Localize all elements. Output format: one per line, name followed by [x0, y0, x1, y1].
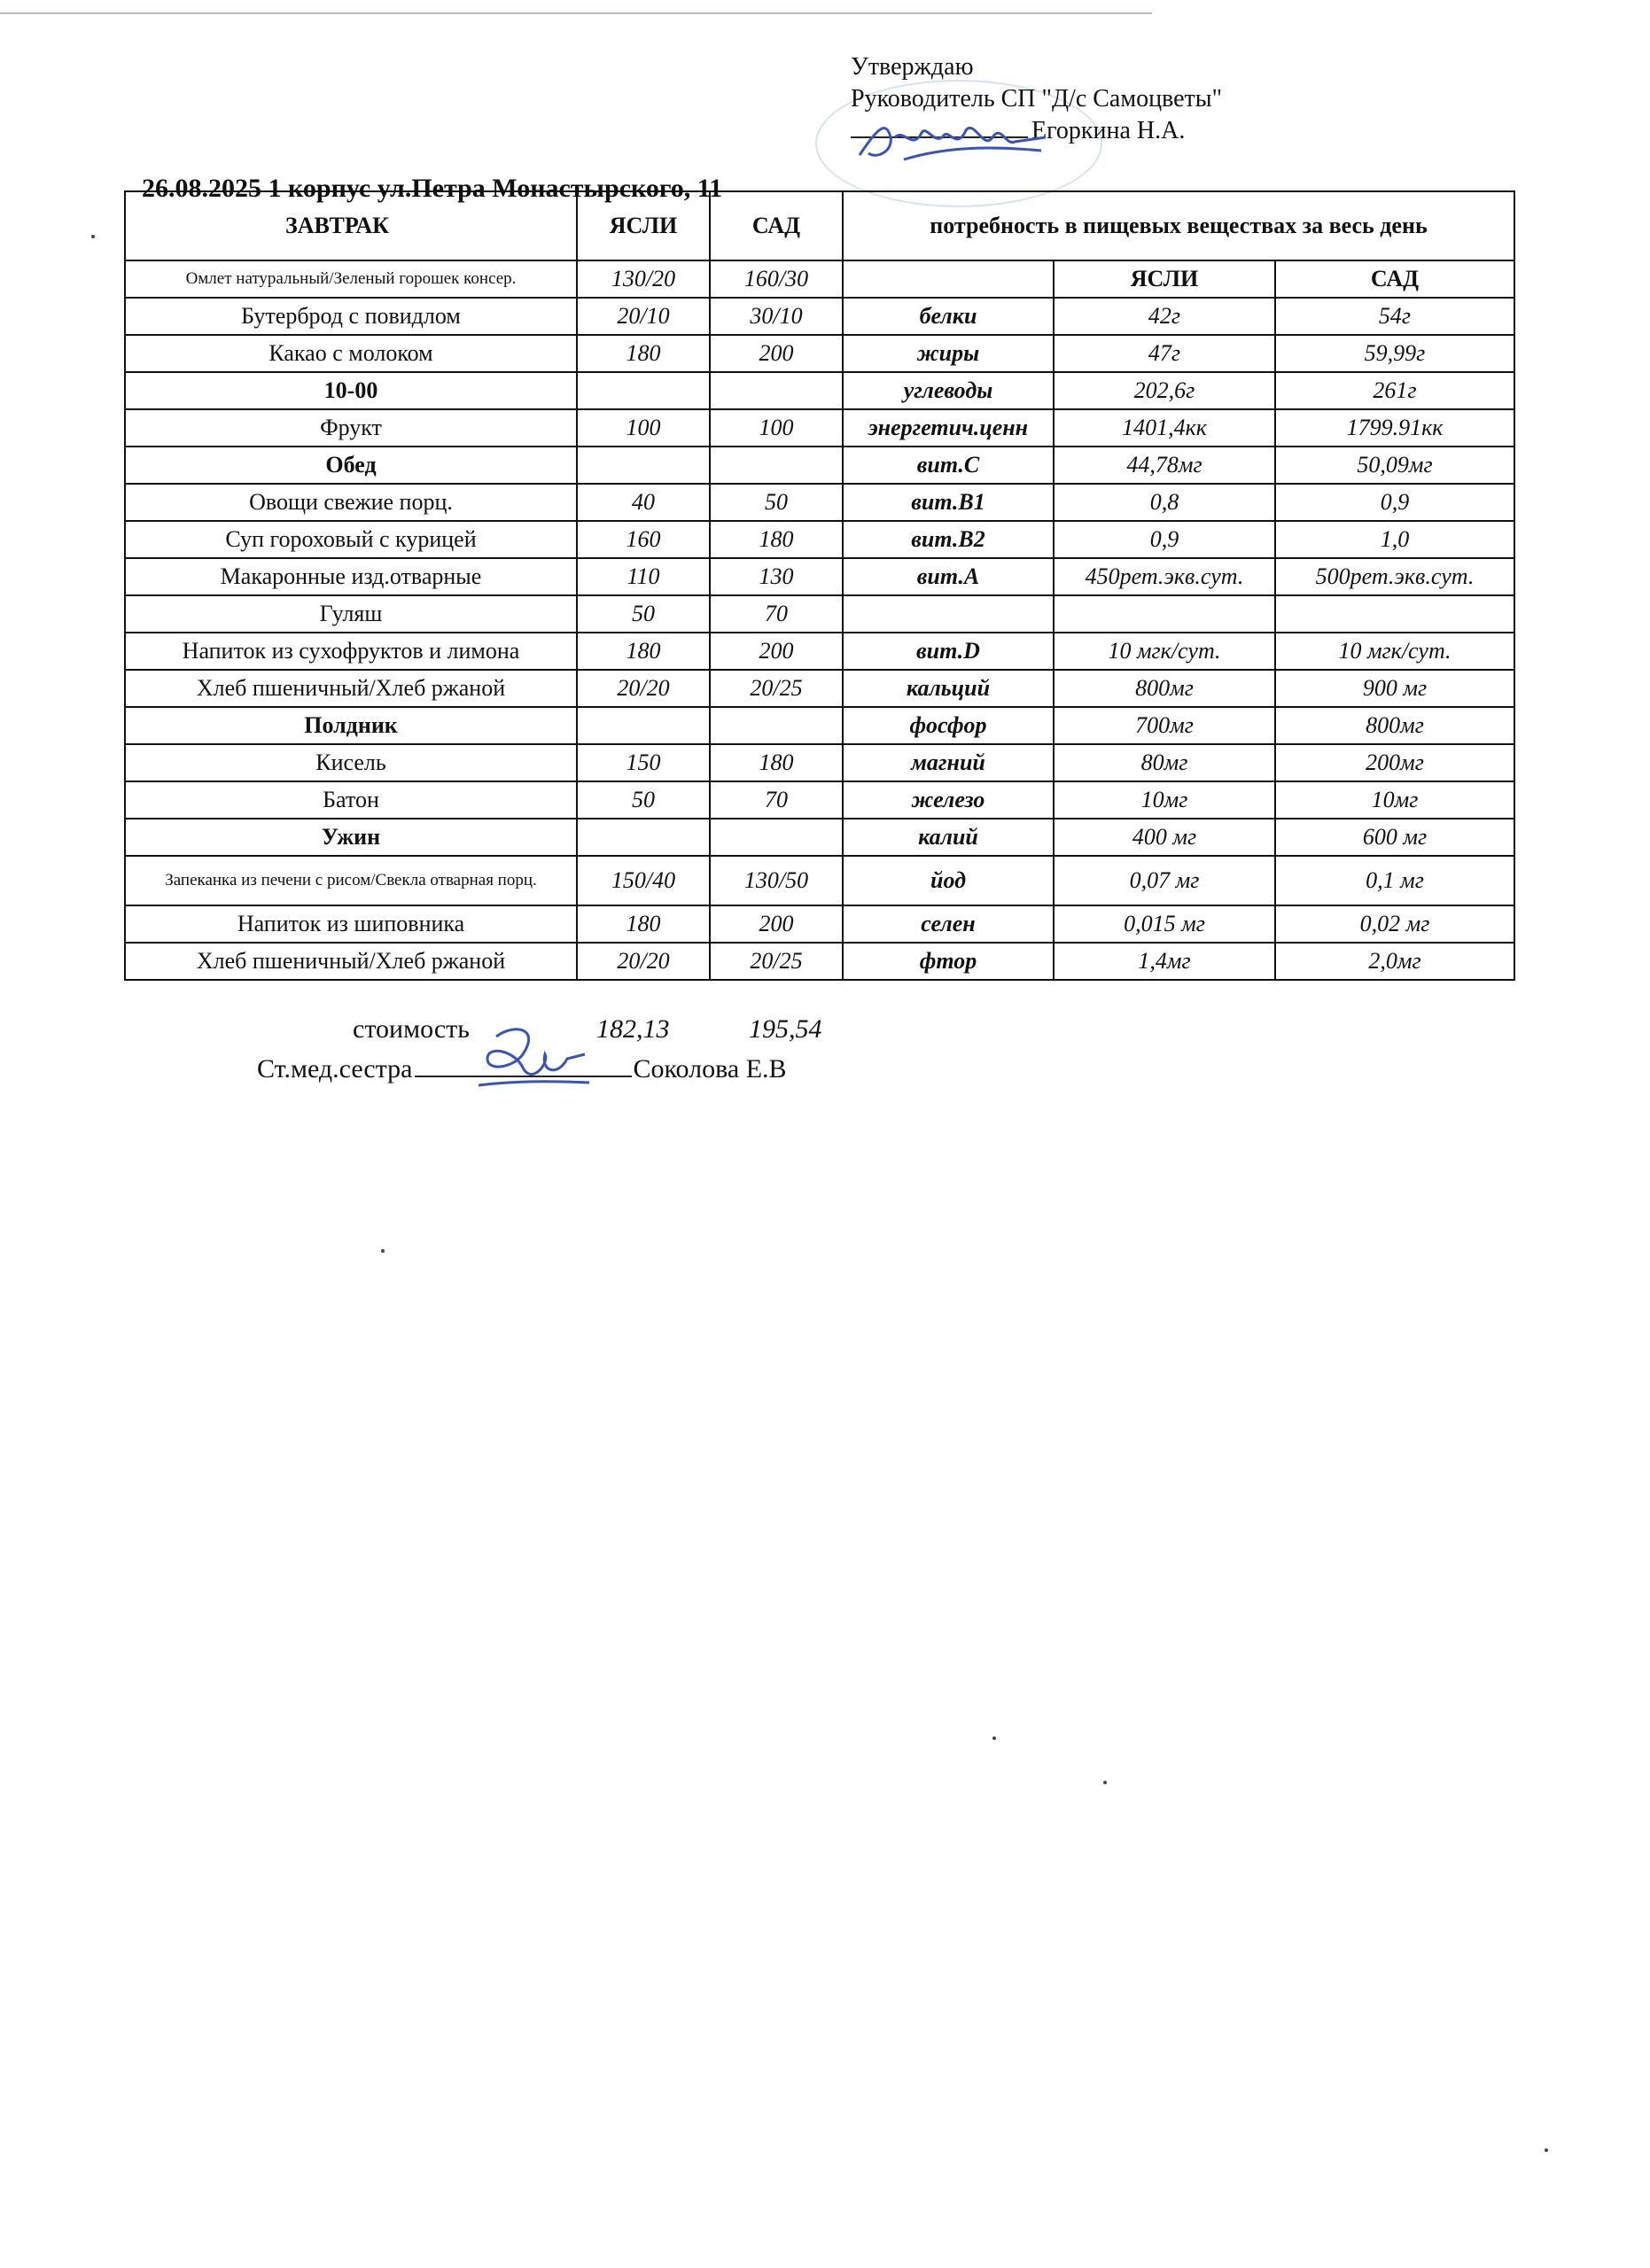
sad-portion-cell: 200 — [710, 633, 843, 670]
nutrient-sad-cell: 10мг — [1275, 781, 1514, 819]
nutrient-sad-cell: 0,1 мг — [1275, 856, 1514, 905]
sad-portion-cell — [710, 447, 843, 484]
nutrient-yasli-cell: 42г — [1054, 298, 1275, 335]
yasli-portion-cell: 20/20 — [577, 943, 710, 980]
nutrient-sad-cell: 2,0мг — [1275, 943, 1514, 980]
menu-table — [124, 190, 1515, 981]
nutrient-name-cell: фтор — [843, 943, 1054, 980]
sad-portion-cell — [710, 372, 843, 409]
menu-table-body — [125, 260, 1514, 980]
dish-cell: Хлеб пшеничный/Хлеб ржаной — [125, 670, 577, 707]
nutrient-sad-cell: 1,0 — [1275, 521, 1514, 558]
nutrient-name-cell: вит.А — [843, 558, 1054, 595]
sad-portion-cell: 180 — [710, 521, 843, 558]
nutrient-name-cell — [843, 595, 1054, 633]
nutrient-name-cell: вит.С — [843, 447, 1054, 484]
yasli-portion-cell: 180 — [577, 633, 710, 670]
dish-cell: Фрукт — [125, 409, 577, 447]
nutrient-sad-cell: 50,09мг — [1275, 447, 1514, 484]
cost-row — [353, 1014, 822, 1045]
scan-edge-line — [0, 12, 1152, 14]
dish-cell: Запеканка из печени с рисом/Свекла отварная порц. — [125, 856, 577, 905]
table-row — [125, 298, 1514, 335]
dish-cell: Обед — [125, 447, 577, 484]
table-row — [125, 819, 1514, 856]
table-row — [125, 781, 1514, 819]
table-header-row — [125, 191, 1514, 260]
dish-cell: Полдник — [125, 707, 577, 744]
nutrient-yasli-cell: 0,8 — [1054, 484, 1275, 521]
sad-portion-cell: 100 — [710, 409, 843, 447]
nurse-title: Ст.мед.сестра — [257, 1054, 413, 1084]
nutrient-sad-cell — [1275, 595, 1514, 633]
nutrient-yasli-cell: 10мг — [1054, 781, 1275, 819]
nutrient-yasli-cell: 0,07 мг — [1054, 856, 1275, 905]
sad-portion-cell: 30/10 — [710, 298, 843, 335]
sad-portion-cell: 20/25 — [710, 943, 843, 980]
yasli-portion-cell — [577, 819, 710, 856]
scan-speck — [1103, 1781, 1107, 1784]
table-row — [125, 744, 1514, 781]
nutrient-yasli-cell: 44,78мг — [1054, 447, 1275, 484]
table-row — [125, 670, 1514, 707]
sad-portion-cell: 200 — [710, 905, 843, 943]
nutrient-sad-cell: 800мг — [1275, 707, 1514, 744]
table-row — [125, 558, 1514, 595]
yasli-portion-cell: 130/20 — [577, 260, 710, 298]
dish-cell: Овощи свежие порц. — [125, 484, 577, 521]
sad-portion-cell: 180 — [710, 744, 843, 781]
nutrient-name-cell: фосфор — [843, 707, 1054, 744]
yasli-portion-cell — [577, 372, 710, 409]
needs-empty-cell — [843, 260, 1054, 298]
yasli-portion-cell — [577, 707, 710, 744]
nutrient-yasli-cell: 80мг — [1054, 744, 1275, 781]
sad-portion-cell: 160/30 — [710, 260, 843, 298]
nutrient-sad-cell: 59,99г — [1275, 335, 1514, 372]
table-row — [125, 335, 1514, 372]
sad-portion-cell: 130/50 — [710, 856, 843, 905]
approval-name: Егоркина Н.А. — [1031, 117, 1186, 144]
nutrient-name-cell: селен — [843, 905, 1054, 943]
scan-speck — [1545, 2148, 1548, 2152]
nutrient-yasli-cell: 47г — [1054, 335, 1275, 372]
dish-cell: Кисель — [125, 744, 577, 781]
nutrient-yasli-cell: 1401,4кк — [1054, 409, 1275, 447]
approval-position: Руководитель СП "Д/с Самоцветы" — [851, 85, 1223, 113]
table-row — [125, 447, 1514, 484]
nutrient-yasli-cell: 0,015 мг — [1054, 905, 1275, 943]
table-row — [125, 856, 1514, 905]
nutrient-sad-cell: 1799.91кк — [1275, 409, 1514, 447]
needs-sad-header: САД — [1275, 260, 1514, 298]
nutrient-name-cell: железо — [843, 781, 1054, 819]
sad-portion-cell — [710, 707, 843, 744]
dish-cell: Напиток из сухофруктов и лимона — [125, 633, 577, 670]
cost-yasli: 182,13 — [596, 1014, 670, 1044]
dish-cell: Суп гороховый с курицей — [125, 521, 577, 558]
header-sad: САД — [710, 191, 843, 260]
nutrient-yasli-cell — [1054, 595, 1275, 633]
nutrient-name-cell: вит.В2 — [843, 521, 1054, 558]
yasli-portion-cell: 110 — [577, 558, 710, 595]
sad-portion-cell: 20/25 — [710, 670, 843, 707]
scan-speck — [992, 1736, 996, 1740]
dish-cell: Омлет натуральный/Зеленый горошек консер. — [125, 260, 577, 298]
header-yasli: ЯСЛИ — [577, 191, 710, 260]
scan-speck — [91, 235, 95, 238]
nutrient-yasli-cell: 450рет.экв.сут. — [1054, 558, 1275, 595]
yasli-portion-cell: 20/20 — [577, 670, 710, 707]
sad-portion-cell — [710, 819, 843, 856]
nutrient-yasli-cell: 700мг — [1054, 707, 1275, 744]
nutrient-yasli-cell: 800мг — [1054, 670, 1275, 707]
yasli-portion-cell: 150/40 — [577, 856, 710, 905]
nutrient-sad-cell: 600 мг — [1275, 819, 1514, 856]
nutrient-name-cell: вит.В1 — [843, 484, 1054, 521]
sad-portion-cell: 70 — [710, 595, 843, 633]
yasli-portion-cell: 20/10 — [577, 298, 710, 335]
header-meal: ЗАВТРАК — [125, 191, 577, 260]
yasli-portion-cell: 180 — [577, 335, 710, 372]
dish-cell: 10-00 — [125, 372, 577, 409]
sad-portion-cell: 200 — [710, 335, 843, 372]
dish-cell: Напиток из шиповника — [125, 905, 577, 943]
yasli-portion-cell: 50 — [577, 781, 710, 819]
director-signature — [851, 111, 1055, 173]
nutrient-name-cell: йод — [843, 856, 1054, 905]
nutrient-name-cell: энергетич.ценн — [843, 409, 1054, 447]
nutrient-sad-cell: 500рет.экв.сут. — [1275, 558, 1514, 595]
cost-sad: 195,54 — [749, 1014, 822, 1044]
dish-cell: Макаронные изд.отварные — [125, 558, 577, 595]
yasli-portion-cell — [577, 447, 710, 484]
table-row — [125, 905, 1514, 943]
yasli-portion-cell: 50 — [577, 595, 710, 633]
nutrient-name-cell: углеводы — [843, 372, 1054, 409]
approval-title: Утверждаю — [851, 53, 974, 81]
table-row — [125, 521, 1514, 558]
yasli-portion-cell: 180 — [577, 905, 710, 943]
sad-portion-cell: 70 — [710, 781, 843, 819]
dish-cell: Бутерброд с повидлом — [125, 298, 577, 335]
nutrient-sad-cell: 900 мг — [1275, 670, 1514, 707]
nutrient-sad-cell: 54г — [1275, 298, 1514, 335]
table-row — [125, 707, 1514, 744]
nutrient-yasli-cell: 400 мг — [1054, 819, 1275, 856]
table-row — [125, 484, 1514, 521]
nutrient-sad-cell: 200мг — [1275, 744, 1514, 781]
table-row — [125, 372, 1514, 409]
dish-cell: Какао с молоком — [125, 335, 577, 372]
nutrient-name-cell: калий — [843, 819, 1054, 856]
scan-speck — [381, 1249, 385, 1253]
nutrient-yasli-cell: 1,4мг — [1054, 943, 1275, 980]
yasli-portion-cell: 40 — [577, 484, 710, 521]
nutrient-sad-cell: 261г — [1275, 372, 1514, 409]
nutrient-yasli-cell: 10 мгк/сут. — [1054, 633, 1275, 670]
nutrient-sad-cell: 10 мгк/сут. — [1275, 633, 1514, 670]
dish-cell: Гуляш — [125, 595, 577, 633]
table-row — [125, 260, 1514, 298]
dish-cell: Хлеб пшеничный/Хлеб ржаной — [125, 943, 577, 980]
header-needs: потребность в пищевых веществах за весь день — [843, 191, 1514, 260]
cost-label: стоимость — [353, 1014, 470, 1044]
table-row — [125, 633, 1514, 670]
nutrient-name-cell: магний — [843, 744, 1054, 781]
table-row — [125, 595, 1514, 633]
needs-yasli-header: ЯСЛИ — [1054, 260, 1275, 298]
nutrient-yasli-cell: 0,9 — [1054, 521, 1275, 558]
table-row — [125, 409, 1514, 447]
yasli-portion-cell: 150 — [577, 744, 710, 781]
dish-cell: Ужин — [125, 819, 577, 856]
nutrient-name-cell: вит.D — [843, 633, 1054, 670]
nutrient-sad-cell: 0,9 — [1275, 484, 1514, 521]
nutrient-name-cell: кальций — [843, 670, 1054, 707]
yasli-portion-cell: 100 — [577, 409, 710, 447]
dish-cell: Батон — [125, 781, 577, 819]
nurse-name: Соколова Е.В — [633, 1054, 787, 1084]
nutrient-name-cell: белки — [843, 298, 1054, 335]
nurse-signature — [461, 1019, 594, 1103]
table-row — [125, 943, 1514, 980]
nutrient-yasli-cell: 202,6г — [1054, 372, 1275, 409]
nutrient-name-cell: жиры — [843, 335, 1054, 372]
sad-portion-cell: 50 — [710, 484, 843, 521]
menu-heading: 26.08.2025 1 корпус ул.Петра Монастырского, 11 — [142, 174, 723, 203]
sad-portion-cell: 130 — [710, 558, 843, 595]
yasli-portion-cell: 160 — [577, 521, 710, 558]
nutrient-sad-cell: 0,02 мг — [1275, 905, 1514, 943]
